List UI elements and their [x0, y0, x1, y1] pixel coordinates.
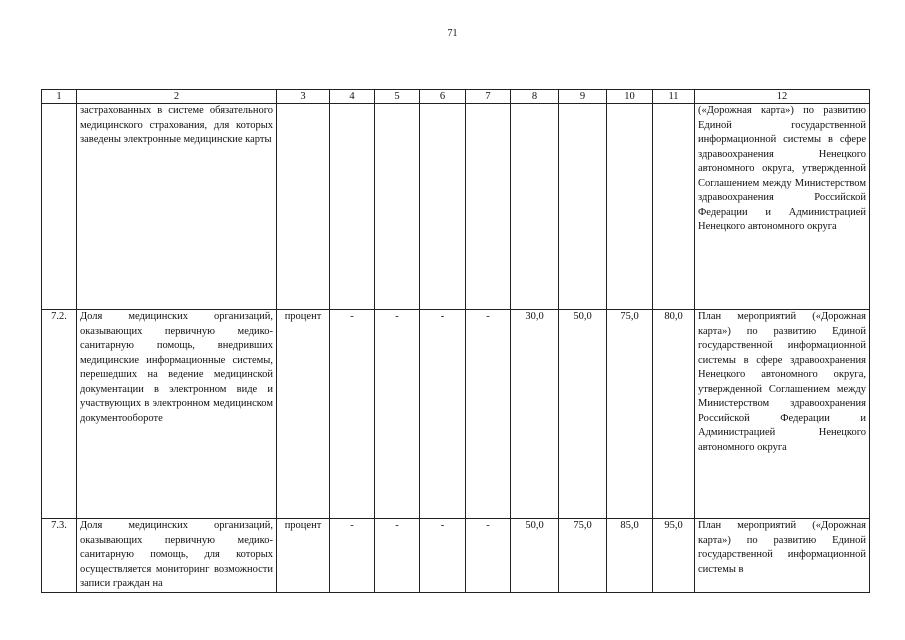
table-row: [42, 310, 870, 519]
header-col-2: 2: [77, 90, 277, 104]
row-value-col8: 50,0: [511, 519, 559, 593]
row-value-col9: [559, 104, 607, 310]
row-value-col9: 75,0: [559, 519, 607, 593]
row-index: 7.3.: [42, 519, 77, 593]
row-description: застрахованных в системе обязательного медицинского страхования, для которых заведены электронные медицинские карты: [77, 104, 277, 310]
row-unit: процент: [277, 310, 330, 519]
row-value-col6: -: [420, 310, 466, 519]
row-value-col4: -: [330, 310, 375, 519]
header-col-5: 5: [375, 90, 420, 104]
row-value-col7: [466, 104, 511, 310]
header-row: [42, 90, 870, 104]
row-value-col10: 85,0: [607, 519, 653, 593]
row-value-col8: [511, 104, 559, 310]
row-value-col5: -: [375, 519, 420, 593]
row-value-col7: -: [466, 519, 511, 593]
row-index: 7.2.: [42, 310, 77, 519]
header-col-10: 10: [607, 90, 653, 104]
row-value-col10: 75,0: [607, 310, 653, 519]
header-col-1: 1: [42, 90, 77, 104]
indicators-table: [41, 89, 870, 593]
row-value-col8: 30,0: [511, 310, 559, 519]
row-value-col9: 50,0: [559, 310, 607, 519]
header-col-6: 6: [420, 90, 466, 104]
page-number: 71: [447, 28, 458, 39]
header-col-11: 11: [653, 90, 695, 104]
row-value-col10: [607, 104, 653, 310]
row-value-col6: -: [420, 519, 466, 593]
row-value-col11: 80,0: [653, 310, 695, 519]
table-row: [42, 104, 870, 310]
row-description: Доля медицинских организаций, оказывающих первичную медико-санитарную помощь, для которых осуществляется мониторинг возможности записи граждан на: [77, 519, 277, 593]
table-row: [42, 519, 870, 593]
row-basis: («Дорожная карта») по развитию Единой государственной информационной системы в сфере здравоохранения Ненецкого автономного округа, утвержденной Соглашением между Министерством здравоохранения Российской Федерации и Администрацией Ненецкого автономного округа: [695, 104, 870, 310]
row-value-col7: -: [466, 310, 511, 519]
row-index: [42, 104, 77, 310]
row-basis: План мероприятий («Дорожная карта») по развитию Единой государственной информационной системы в: [695, 519, 870, 593]
row-value-col5: -: [375, 310, 420, 519]
header-col-9: 9: [559, 90, 607, 104]
row-unit: [277, 104, 330, 310]
row-unit: процент: [277, 519, 330, 593]
header-col-4: 4: [330, 90, 375, 104]
header-col-7: 7: [466, 90, 511, 104]
header-col-8: 8: [511, 90, 559, 104]
row-basis: План мероприятий («Дорожная карта») по развитию Единой государственной информационной системы в сфере здравоохранения Ненецкого автономного округа, утвержденной Соглашением между Министерством здравоохранения Российской Федерации и Администрацией Ненецкого автономного округа: [695, 310, 870, 519]
row-value-col5: [375, 104, 420, 310]
row-value-col11: [653, 104, 695, 310]
header-col-12: 12: [695, 90, 870, 104]
row-value-col6: [420, 104, 466, 310]
row-value-col4: -: [330, 519, 375, 593]
row-value-col11: 95,0: [653, 519, 695, 593]
row-value-col4: [330, 104, 375, 310]
row-description: Доля медицинских организаций, оказывающих первичную медико-санитарную помощь, внедривших медицинские информационные системы, перешедших на ведение медицинской документации в электронном виде и участвующих в электронном медицинском документообороте: [77, 310, 277, 519]
header-col-3: 3: [277, 90, 330, 104]
